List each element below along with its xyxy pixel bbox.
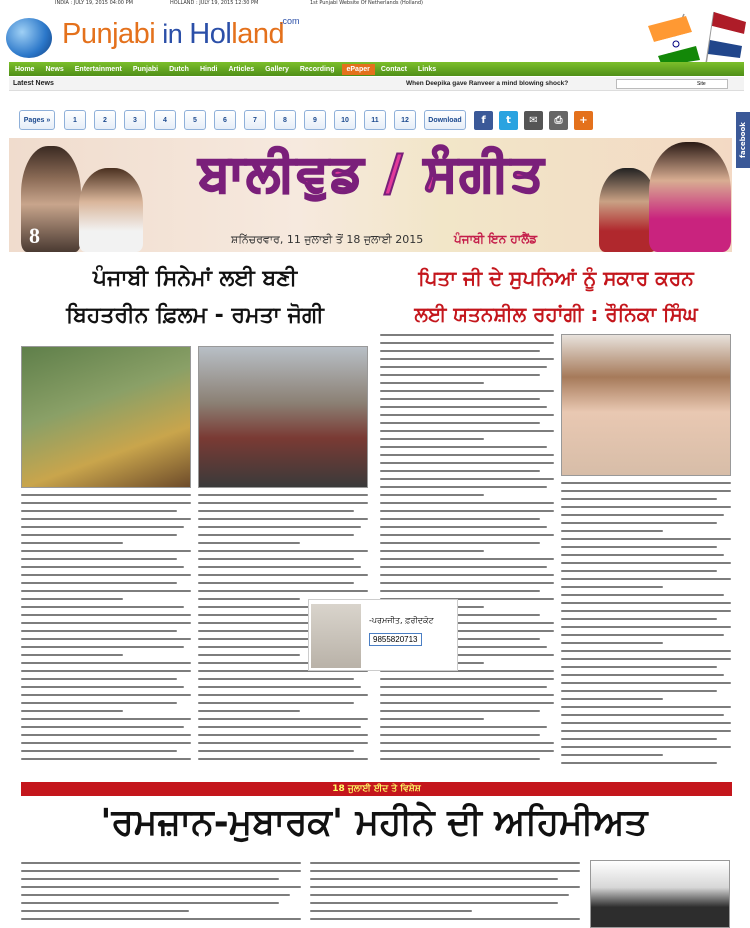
epaper-page-strip (9, 104, 727, 136)
nav-recording[interactable]: Recording (299, 65, 335, 73)
page-9-button[interactable]: 9 (304, 110, 326, 130)
film-still-photo-2 (198, 346, 368, 488)
article-2-headline-line-1: ਪਿਤਾ ਜੀ ਦੇ ਸੁਪਨਿਆਂ ਨੂੰ ਸਕਾਰ ਕਰਨ (418, 266, 694, 290)
page-4-button[interactable]: 4 (154, 110, 176, 130)
ramzan-photo (590, 860, 730, 928)
site-logo[interactable] (62, 18, 284, 51)
eid-special-bar: 18 ਜੁਲਾਈ ਈਦ ਤੇ ਵਿਸ਼ੇਸ਼ (21, 782, 732, 796)
email-share-icon[interactable]: ✉ (524, 111, 543, 130)
article-1-headline-line-2: ਬਿਹਤਰੀਨ ਫ਼ਿਲਮ - ਰਮਤਾ ਜੋਗੀ (66, 303, 324, 328)
page-3-button[interactable]: 3 (124, 110, 146, 130)
page-2-button[interactable]: 2 (94, 110, 116, 130)
nav-news[interactable]: News (45, 65, 64, 73)
logo-part-3: Hol (189, 18, 232, 50)
nav-home[interactable]: Home (15, 65, 35, 73)
article-1-headline (20, 260, 370, 334)
article-1-headline-line-1: ਪੰਜਾਬੀ ਸਿਨੇਮਾਂ ਲਈ ਬਣੀ (92, 266, 298, 291)
page-8-button[interactable]: 8 (274, 110, 296, 130)
search-scope-select[interactable]: Site (697, 81, 706, 87)
india-time: INDIA : JULY 19, 2015 04:00 PM (55, 0, 133, 6)
nav-contact[interactable]: Contact (380, 65, 407, 73)
article-1-column-1 (21, 494, 191, 774)
nav-punjabi[interactable]: Punjabi (132, 65, 159, 73)
page-number: 8 (29, 223, 40, 248)
date-strip (0, 0, 750, 8)
site-header (0, 8, 750, 62)
page-12-button[interactable]: 12 (394, 110, 416, 130)
actress-photo-1 (79, 168, 143, 252)
actress-photo-2 (649, 142, 731, 252)
latest-news-bar (9, 77, 744, 91)
logo-tld: .com (280, 16, 300, 26)
article-2-headline (378, 260, 734, 332)
author-name: -ਪਰਮਜੀਤ, ਫ਼ਰੀਦਕੋਟ (369, 616, 434, 625)
page-1-button[interactable]: 1 (64, 110, 86, 130)
site-tagline: 1st Punjabi Website Of Netherlands (Holland) (310, 0, 423, 6)
latest-news-label: Latest News (13, 80, 54, 87)
article-2-column-1 (380, 334, 554, 774)
pages-button[interactable]: Pages » (19, 110, 55, 130)
nav-articles[interactable]: Articles (228, 65, 255, 73)
section-banner (9, 138, 732, 252)
globe-icon (6, 18, 52, 58)
nav-gallery[interactable]: Gallery (265, 65, 289, 73)
page-5-button[interactable]: 5 (184, 110, 206, 130)
latest-news-headline[interactable]: When Deepika gave Ranveer a mind blowing shock? (406, 80, 569, 87)
main-nav (9, 62, 744, 76)
ramzan-column-1 (21, 862, 301, 928)
page-7-button[interactable]: 7 (244, 110, 266, 130)
film-still-photo-1 (21, 346, 191, 488)
india-netherlands-flags-icon (646, 8, 750, 68)
twitter-share-icon[interactable]: t (499, 111, 518, 130)
nav-hindi[interactable]: Hindi (199, 65, 218, 73)
facebook-side-tab[interactable]: facebook (736, 112, 750, 168)
nav-epaper[interactable]: ePaper (342, 64, 375, 75)
logo-part-1: Punjabi (62, 18, 156, 50)
nav-links[interactable]: Links (417, 65, 437, 73)
author-card (308, 599, 458, 671)
ronika-singh-photo (561, 334, 731, 476)
facebook-share-icon[interactable]: f (474, 111, 493, 130)
epaper-page (14, 254, 734, 928)
ramzan-headline: 'ਰਮਜ਼ਾਨ-ਮੁਬਾਰਕ' ਮਹੀਨੇ ਦੀ ਅਹਿਮੀਅਤ (100, 802, 648, 843)
author-photo (311, 604, 361, 668)
logo-part-4: land (231, 18, 285, 50)
print-icon[interactable]: ⎙ (549, 111, 568, 130)
ramzan-column-2 (310, 862, 580, 928)
banner-brand: ਪੰਜਾਬੀ ਇਨ ਹਾਲੈਂਡ (454, 232, 538, 246)
article-2-headline-line-2: ਲਈ ਯਤਨਸ਼ੀਲ ਰਹਾਂਗੀ : ਰੌਨਿਕਾ ਸਿੰਘ (414, 302, 698, 326)
author-phone: 9855820713 (369, 633, 422, 646)
more-share-icon[interactable]: + (574, 111, 593, 130)
logo-part-2: in (155, 19, 190, 49)
nav-entertainment[interactable]: Entertainment (74, 65, 122, 73)
download-button[interactable]: Download (424, 110, 466, 130)
article-2-column-2 (561, 482, 731, 774)
site-search-input[interactable] (616, 79, 728, 89)
banner-date: ਸ਼ਨਿੱਚਰਵਾਰ, 11 ਜੁਲਾਈ ਤੋਂ 18 ਜੁਲਾਈ 2015 (231, 233, 424, 246)
page-11-button[interactable]: 11 (364, 110, 386, 130)
banner-title: ਬਾਲੀਵੁਡ / ਸੰਗੀਤ (198, 144, 546, 202)
holland-time: HOLLAND : JULY 19, 2015 12:30 PM (170, 0, 259, 6)
page-10-button[interactable]: 10 (334, 110, 356, 130)
page-6-button[interactable]: 6 (214, 110, 236, 130)
nav-dutch[interactable]: Dutch (169, 65, 189, 73)
